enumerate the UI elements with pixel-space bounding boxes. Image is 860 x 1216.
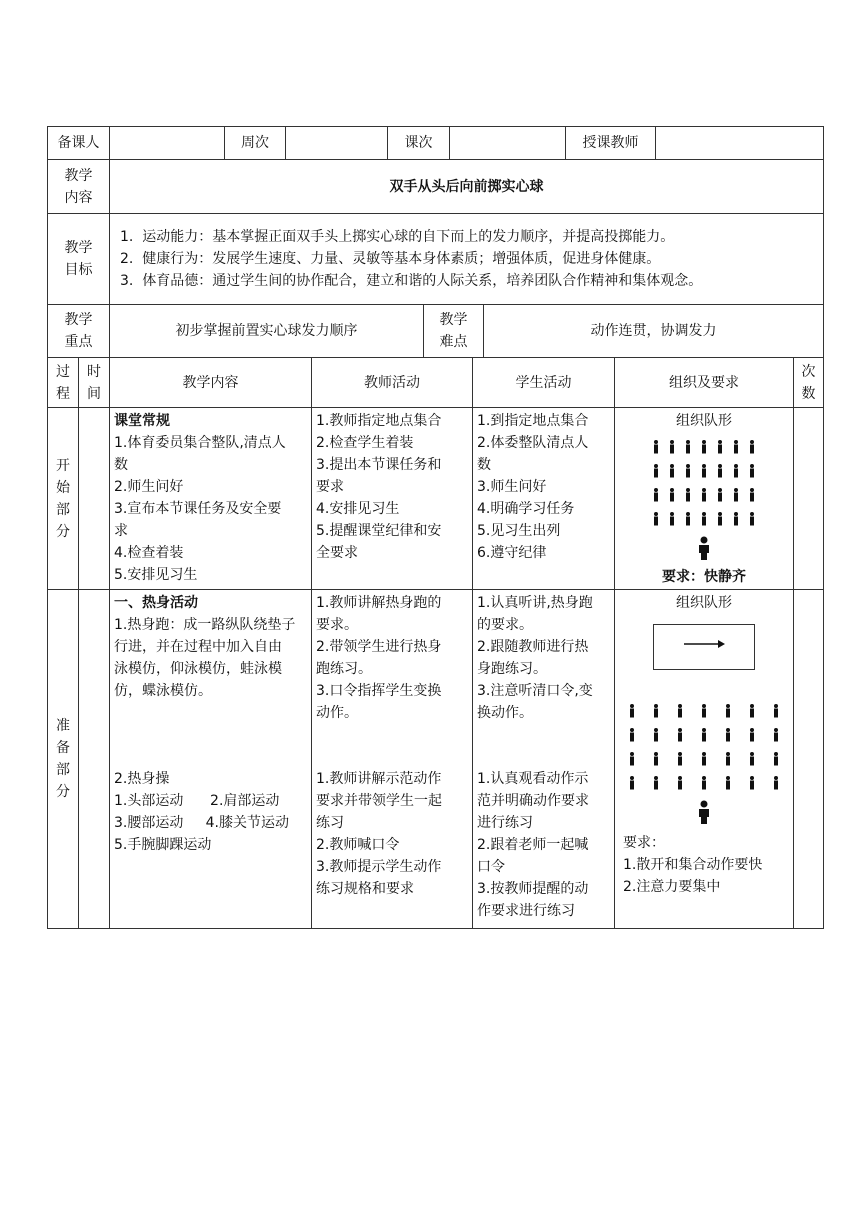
student-figure-icon — [717, 440, 723, 452]
teacher-figure-icon — [697, 536, 711, 560]
col-times: 次 数 — [794, 358, 824, 408]
student-figure-icon — [717, 464, 723, 476]
student-figure-icon — [749, 440, 755, 452]
student-figure-icon — [773, 776, 779, 788]
student-figure-icon — [677, 728, 683, 740]
col-process: 过 程 — [48, 358, 79, 408]
student-figure-icon — [653, 440, 659, 452]
student-figure-icon — [677, 752, 683, 764]
content-label: 教学 内容 — [48, 160, 110, 214]
student-figure-icon — [749, 488, 755, 500]
running-path-box — [653, 624, 755, 670]
goal-item: 1. 运动能力：基本掌握正面双手头上掷实心球的自下而上的发力顺序，并提高投掷能力。 — [120, 229, 675, 245]
student-figure-icon — [653, 512, 659, 524]
student-figure-icon — [653, 776, 659, 788]
teacher-figure-icon — [697, 800, 711, 824]
formation-row — [619, 506, 789, 530]
student-figure-icon — [685, 464, 691, 476]
section-prep-org — [615, 590, 794, 929]
section-prep-teacher: 1.教师讲解热身跑的 要求。 2.带领学生进行热身 跑练习。 3.口令指挥学生变换 动作。 1.教师讲解示范动作 要求并带领学生一起 练习 2.教师喊口令 3.教师提示学生动作 练习规格和要求 — [312, 590, 473, 929]
student-figure-icon — [749, 728, 755, 740]
week-value — [286, 127, 388, 160]
student-figure-icon — [773, 704, 779, 716]
student-figure-icon — [733, 488, 739, 500]
section-prep-time — [79, 590, 110, 929]
section-start-teacher: 1.教师指定地点集合 2.检查学生着装 3.提出本节课任务和 要求 4.安排见习生 5.提醒课堂纪律和安 全要求 — [312, 408, 473, 590]
student-figure-icon — [701, 776, 707, 788]
difficulty-label: 教学 难点 — [424, 305, 484, 358]
student-figure-icon — [733, 440, 739, 452]
teacher-label: 授课教师 — [566, 127, 656, 160]
student-figure-icon — [685, 440, 691, 452]
student-figure-icon — [677, 776, 683, 788]
student-figure-icon — [701, 464, 707, 476]
section-start-time — [79, 408, 110, 590]
formation-row — [619, 746, 789, 770]
org-requirements: 要求： 1.散开和集合动作要快 2.注意力要集中 — [623, 835, 763, 895]
student-figure-icon — [773, 752, 779, 764]
student-figure-icon — [629, 752, 635, 764]
formation-grid — [619, 434, 789, 530]
student-figure-icon — [669, 464, 675, 476]
col-org: 组织及要求 — [615, 358, 794, 408]
section-start-name: 开 始 部 分 — [48, 408, 79, 590]
student-figure-icon — [733, 464, 739, 476]
key-value: 初步掌握前置实心球发力顺序 — [110, 305, 424, 358]
student-figure-icon — [733, 512, 739, 524]
teacher-value — [656, 127, 824, 160]
student-figure-icon — [717, 488, 723, 500]
formation-row — [619, 482, 789, 506]
student-figure-icon — [717, 512, 723, 524]
goals-label: 教学 目标 — [48, 214, 110, 305]
key-label: 教学 重点 — [48, 305, 110, 358]
student-figure-icon — [653, 704, 659, 716]
student-figure-icon — [669, 512, 675, 524]
student-figure-icon — [701, 704, 707, 716]
section-start-content: 课堂常规 1.体育委员集合整队,清点人 数 2.师生问好 3.宣布本节课任务及安全要 求 4.检查着装 5.安排见习生 — [110, 408, 312, 590]
student-figure-icon — [701, 728, 707, 740]
key-table — [47, 304, 824, 358]
student-figure-icon — [653, 728, 659, 740]
formation-grid — [619, 698, 789, 794]
student-figure-icon — [685, 488, 691, 500]
preparer-label: 备课人 — [48, 127, 110, 160]
student-figure-icon — [701, 488, 707, 500]
student-figure-icon — [629, 776, 635, 788]
formation-row — [619, 770, 789, 794]
formation-row — [619, 458, 789, 482]
student-figure-icon — [701, 752, 707, 764]
lesson-value — [450, 127, 566, 160]
header-table — [47, 126, 824, 160]
student-figure-icon — [725, 728, 731, 740]
content-table — [47, 159, 824, 305]
week-label: 周次 — [225, 127, 286, 160]
section-prep-times — [794, 590, 824, 929]
org-title: 组织队形 — [676, 413, 732, 429]
goal-item: 2. 健康行为：发展学生速度、力量、灵敏等基本身体素质；增强体质，促进身体健康。 — [120, 251, 661, 267]
section-start-times — [794, 408, 824, 590]
student-figure-icon — [725, 704, 731, 716]
student-figure-icon — [749, 512, 755, 524]
student-figure-icon — [669, 440, 675, 452]
org-requirement: 要求：快静齐 — [662, 569, 746, 585]
section-prep-content: 一、热身活动 1.热身跑：成一路纵队绕垫子 行进，并在过程中加入自由 泳模仿，仰泳模仿，蛙泳模 仿，蝶泳模仿。 2.热身操 1.头部运动 2.肩部运动 3.腰部运动 4.膝关节运动 5.手腕脚踝运动 — [110, 590, 312, 929]
lesson-label: 课次 — [388, 127, 450, 160]
student-figure-icon — [749, 776, 755, 788]
col-content: 教学内容 — [110, 358, 312, 408]
student-figure-icon — [725, 752, 731, 764]
process-table — [47, 357, 824, 929]
student-figure-icon — [629, 704, 635, 716]
section-start-student: 1.到指定地点集合 2.体委整队清点人 数 3.师生问好 4.明确学习任务 5.见习生出列 6.遵守纪律 — [473, 408, 615, 590]
difficulty-value: 动作连贯，协调发力 — [484, 305, 824, 358]
student-figure-icon — [653, 488, 659, 500]
col-time: 时 间 — [79, 358, 110, 408]
section-start-org — [615, 408, 794, 590]
formation-row — [619, 722, 789, 746]
student-figure-icon — [749, 704, 755, 716]
student-figure-icon — [685, 512, 691, 524]
student-figure-icon — [669, 488, 675, 500]
student-figure-icon — [701, 440, 707, 452]
student-figure-icon — [725, 776, 731, 788]
section-prep-name: 准 备 部 分 — [48, 590, 79, 929]
student-figure-icon — [701, 512, 707, 524]
col-teacher: 教师活动 — [312, 358, 473, 408]
student-figure-icon — [677, 704, 683, 716]
student-figure-icon — [749, 752, 755, 764]
student-figure-icon — [629, 728, 635, 740]
arrow-right-icon — [654, 625, 754, 669]
formation-row — [619, 698, 789, 722]
goals-list — [110, 214, 824, 305]
student-figure-icon — [653, 752, 659, 764]
goal-item: 3. 体育品德：通过学生间的协作配合，建立和谐的人际关系，培养团队合作精神和集体观念。 — [120, 273, 703, 289]
student-figure-icon — [749, 464, 755, 476]
lesson-title: 双手从头后向前掷实心球 — [110, 160, 824, 214]
student-figure-icon — [773, 728, 779, 740]
section-prep-student: 1.认真听讲,热身跑 的要求。 2.跟随教师进行热 身跑练习。 3.注意听清口令,变 换动作。 1.认真观看动作示 范并明确动作要求 进行练习 2.跟着老师一起喊 口令 3.按教师提醒的动 作要求进行练习 — [473, 590, 615, 929]
org-title: 组织队形 — [676, 595, 732, 611]
col-student: 学生活动 — [473, 358, 615, 408]
preparer-value — [110, 127, 225, 160]
student-figure-icon — [653, 464, 659, 476]
formation-row — [619, 434, 789, 458]
